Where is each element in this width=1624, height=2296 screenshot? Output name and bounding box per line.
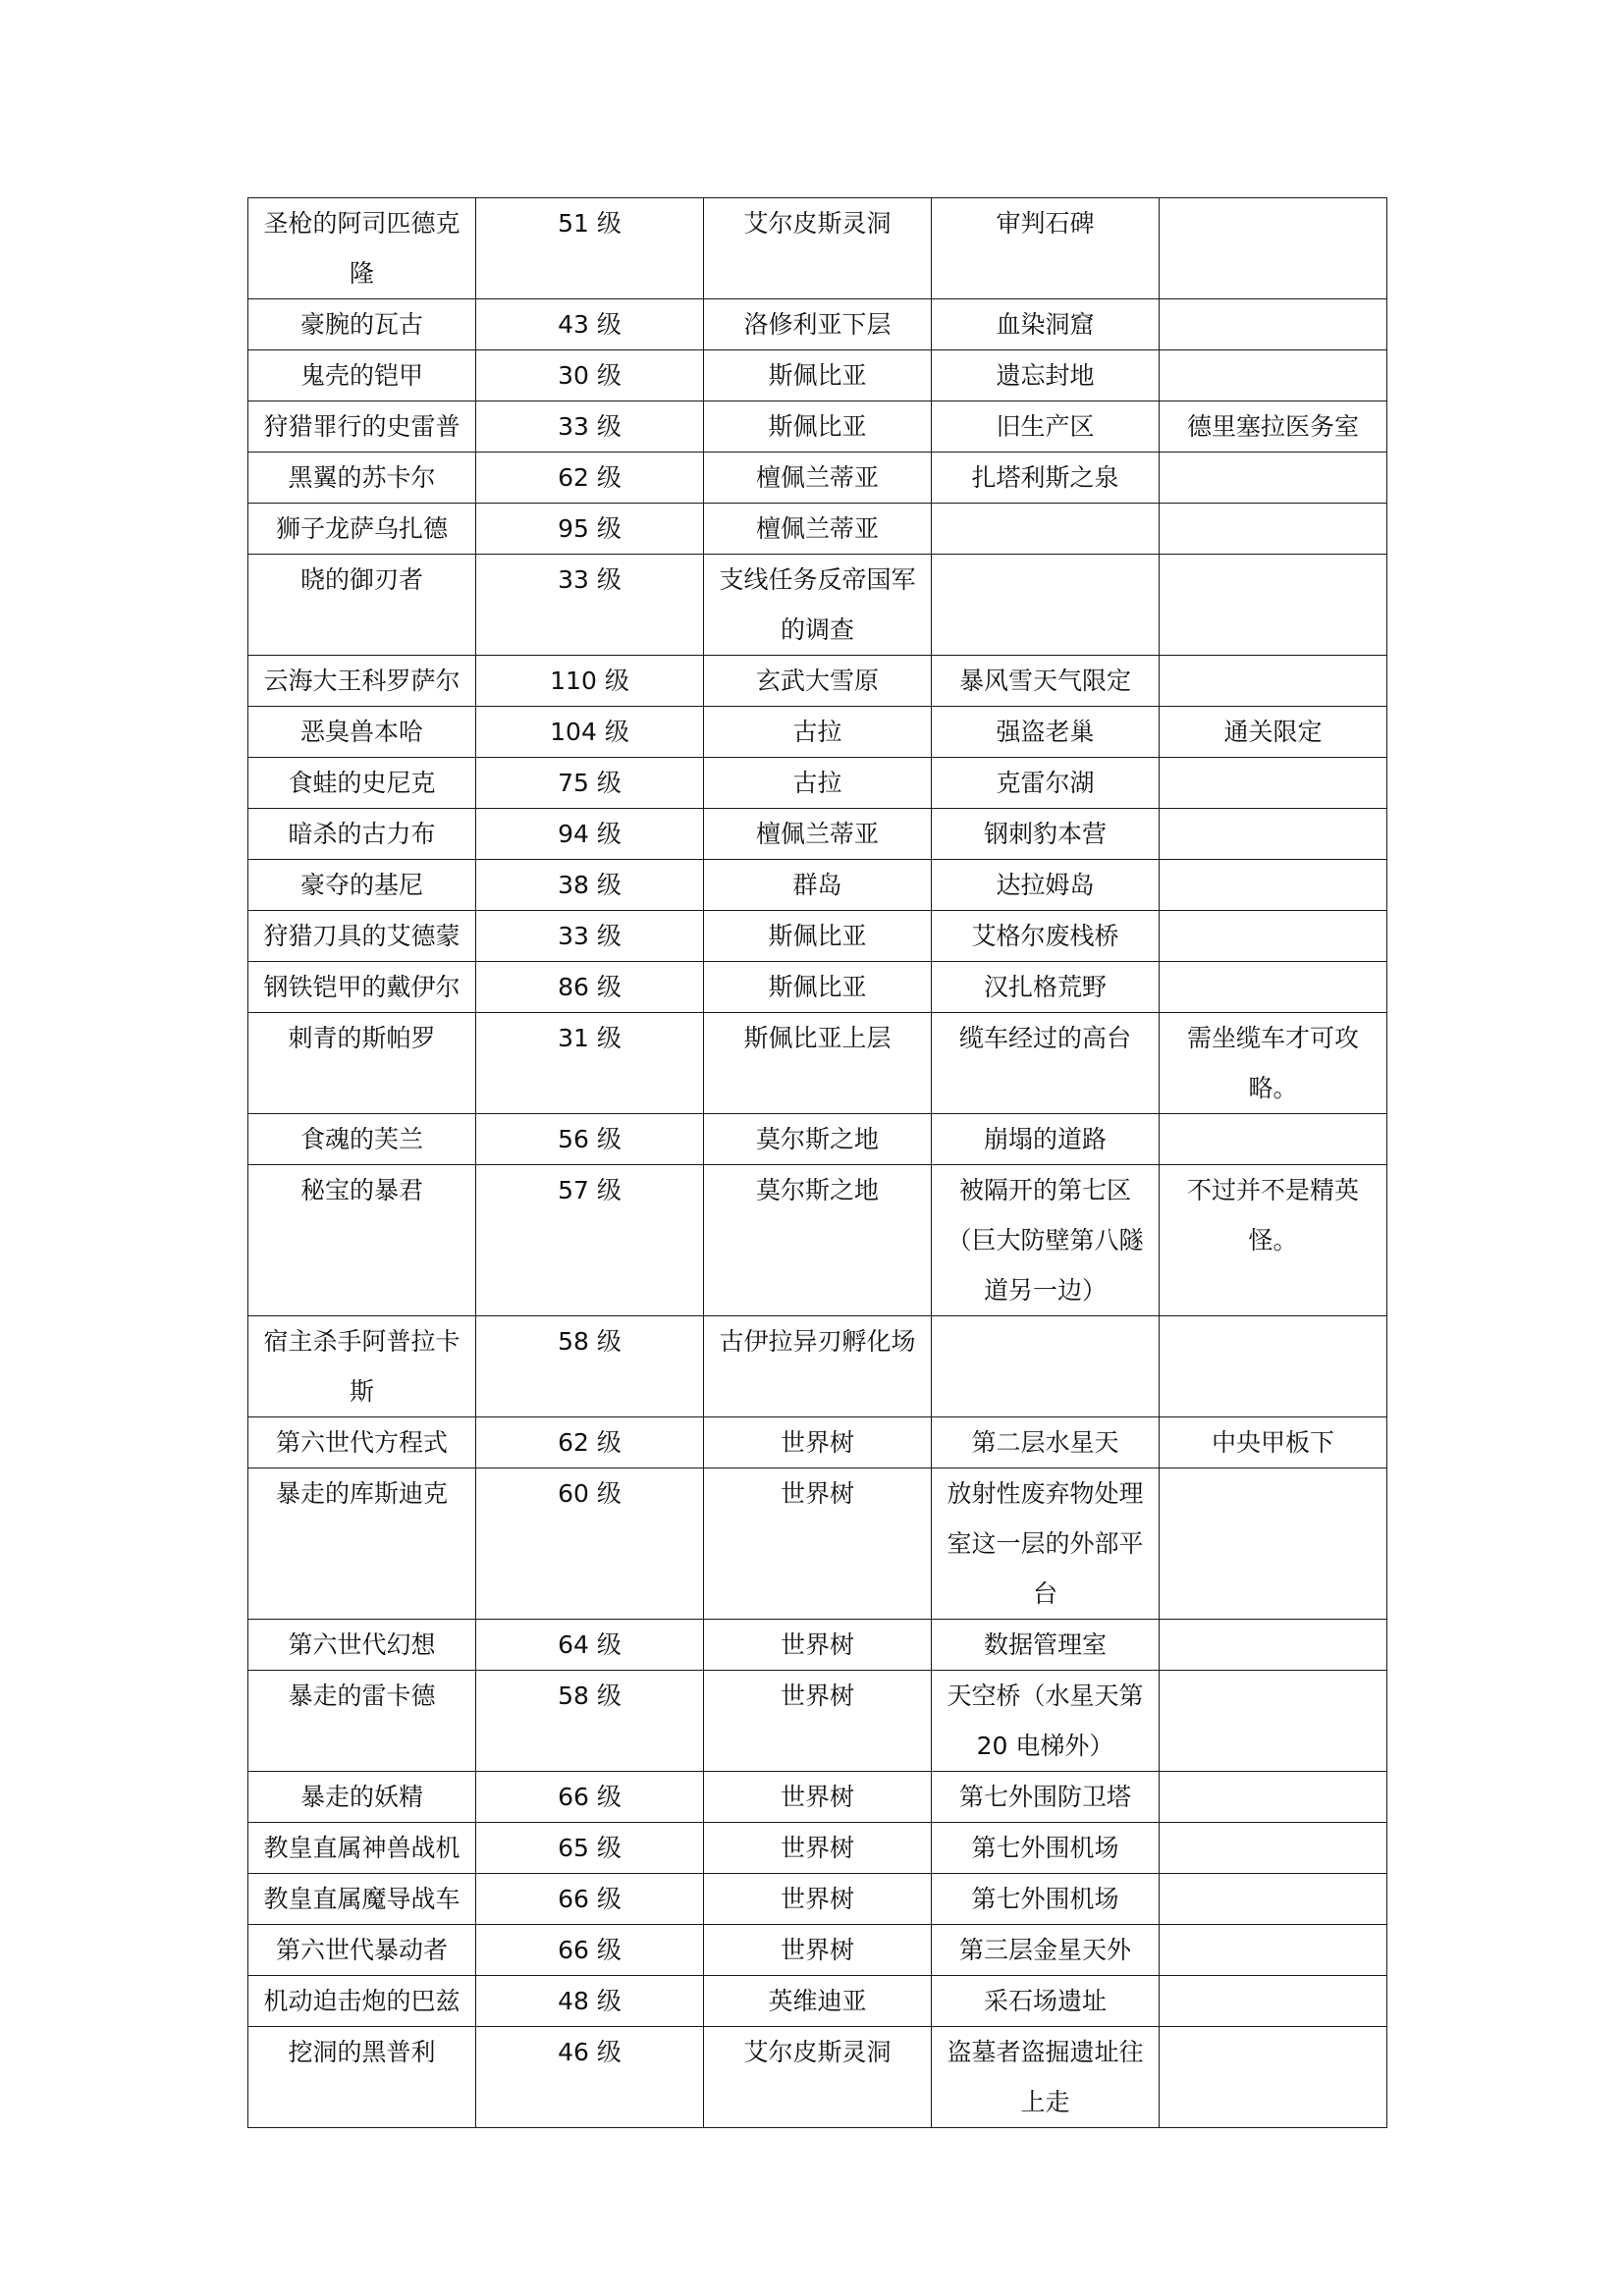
boss-name-cell: 刺青的斯帕罗 <box>248 1013 476 1114</box>
boss-name-cell: 恶臭兽本哈 <box>248 707 476 758</box>
boss-name-cell: 鬼壳的铠甲 <box>248 350 476 401</box>
note-cell <box>1160 1316 1387 1417</box>
boss-name-cell: 第六世代暴动者 <box>248 1925 476 1976</box>
level-cell: 58 级 <box>476 1671 704 1772</box>
note-cell: 中央甲板下 <box>1160 1417 1387 1468</box>
region-cell: 世界树 <box>704 1772 932 1823</box>
location-cell: 达拉姆岛 <box>932 860 1160 911</box>
level-cell: 31 级 <box>476 1013 704 1114</box>
region-cell: 檀佩兰蒂亚 <box>704 453 932 504</box>
table-row <box>248 1976 1387 2027</box>
level-cell: 57 级 <box>476 1165 704 1316</box>
table-row <box>248 350 1387 401</box>
level-cell: 33 级 <box>476 911 704 962</box>
location-cell: 第七外围防卫塔 <box>932 1772 1160 1823</box>
boss-name-cell: 教皇直属神兽战机 <box>248 1823 476 1874</box>
table-row <box>248 1671 1387 1772</box>
level-cell: 86 级 <box>476 962 704 1013</box>
note-cell: 需坐缆车才可攻略。 <box>1160 1013 1387 1114</box>
level-cell: 66 级 <box>476 1925 704 1976</box>
region-cell: 莫尔斯之地 <box>704 1114 932 1165</box>
region-cell: 斯佩比亚 <box>704 350 932 401</box>
note-cell <box>1160 1114 1387 1165</box>
location-cell: 采石场遗址 <box>932 1976 1160 2027</box>
location-cell: 第三层金星天外 <box>932 1925 1160 1976</box>
location-cell: 强盗老巢 <box>932 707 1160 758</box>
boss-name-cell: 黑翼的苏卡尔 <box>248 453 476 504</box>
location-cell: 崩塌的道路 <box>932 1114 1160 1165</box>
table-row <box>248 299 1387 350</box>
note-cell <box>1160 1620 1387 1671</box>
location-cell: 汉扎格荒野 <box>932 962 1160 1013</box>
boss-name-cell: 暴走的库斯迪克 <box>248 1468 476 1620</box>
region-cell: 世界树 <box>704 1823 932 1874</box>
note-cell <box>1160 962 1387 1013</box>
region-cell: 世界树 <box>704 1620 932 1671</box>
location-cell: 扎塔利斯之泉 <box>932 453 1160 504</box>
location-cell: 第七外围机场 <box>932 1874 1160 1925</box>
note-cell <box>1160 453 1387 504</box>
note-cell <box>1160 1976 1387 2027</box>
note-cell: 通关限定 <box>1160 707 1387 758</box>
region-cell: 洛修利亚下层 <box>704 299 932 350</box>
table-row <box>248 401 1387 453</box>
region-cell: 世界树 <box>704 1468 932 1620</box>
note-cell <box>1160 911 1387 962</box>
table-row <box>248 1114 1387 1165</box>
boss-name-cell: 机动迫击炮的巴兹 <box>248 1976 476 2027</box>
region-cell: 世界树 <box>704 1671 932 1772</box>
data-table <box>247 197 1387 2128</box>
level-cell: 33 级 <box>476 401 704 453</box>
location-cell: 缆车经过的高台 <box>932 1013 1160 1114</box>
location-cell <box>932 504 1160 555</box>
boss-name-cell: 暴走的妖精 <box>248 1772 476 1823</box>
region-cell: 斯佩比亚上层 <box>704 1013 932 1114</box>
note-cell <box>1160 1823 1387 1874</box>
table-row <box>248 198 1387 299</box>
table-row <box>248 707 1387 758</box>
table-row <box>248 656 1387 707</box>
level-cell: 104 级 <box>476 707 704 758</box>
level-cell: 51 级 <box>476 198 704 299</box>
table-row <box>248 1165 1387 1316</box>
region-cell: 古拉 <box>704 707 932 758</box>
table-row <box>248 1468 1387 1620</box>
region-cell: 斯佩比亚 <box>704 401 932 453</box>
location-cell: 数据管理室 <box>932 1620 1160 1671</box>
region-cell: 斯佩比亚 <box>704 962 932 1013</box>
boss-name-cell: 豪夺的基尼 <box>248 860 476 911</box>
location-cell: 旧生产区 <box>932 401 1160 453</box>
note-cell <box>1160 350 1387 401</box>
note-cell <box>1160 1925 1387 1976</box>
table-row <box>248 1013 1387 1114</box>
note-cell <box>1160 2027 1387 2128</box>
level-cell: 43 级 <box>476 299 704 350</box>
level-cell: 110 级 <box>476 656 704 707</box>
boss-name-cell: 秘宝的暴君 <box>248 1165 476 1316</box>
note-cell: 德里塞拉医务室 <box>1160 401 1387 453</box>
location-cell: 第二层水星天 <box>932 1417 1160 1468</box>
table-row <box>248 911 1387 962</box>
boss-name-cell: 食蛙的史尼克 <box>248 758 476 809</box>
region-cell: 世界树 <box>704 1925 932 1976</box>
region-cell: 檀佩兰蒂亚 <box>704 504 932 555</box>
region-cell: 群岛 <box>704 860 932 911</box>
location-cell: 遗忘封地 <box>932 350 1160 401</box>
level-cell: 95 级 <box>476 504 704 555</box>
boss-name-cell: 第六世代幻想 <box>248 1620 476 1671</box>
table-row <box>248 453 1387 504</box>
boss-name-cell: 钢铁铠甲的戴伊尔 <box>248 962 476 1013</box>
level-cell: 48 级 <box>476 1976 704 2027</box>
boss-name-cell: 暴走的雷卡德 <box>248 1671 476 1772</box>
note-cell <box>1160 758 1387 809</box>
level-cell: 94 级 <box>476 809 704 860</box>
note-cell <box>1160 504 1387 555</box>
note-cell <box>1160 656 1387 707</box>
note-cell <box>1160 555 1387 656</box>
location-cell: 审判石碑 <box>932 198 1160 299</box>
region-cell: 古伊拉异刃孵化场 <box>704 1316 932 1417</box>
region-cell: 斯佩比亚 <box>704 911 932 962</box>
level-cell: 64 级 <box>476 1620 704 1671</box>
note-cell <box>1160 809 1387 860</box>
location-cell: 钢刺豹本营 <box>932 809 1160 860</box>
level-cell: 33 级 <box>476 555 704 656</box>
table-row <box>248 1772 1387 1823</box>
note-cell <box>1160 299 1387 350</box>
level-cell: 60 级 <box>476 1468 704 1620</box>
boss-name-cell: 挖洞的黑普利 <box>248 2027 476 2128</box>
table-row <box>248 1925 1387 1976</box>
location-cell <box>932 555 1160 656</box>
table-row <box>248 504 1387 555</box>
region-cell: 玄武大雪原 <box>704 656 932 707</box>
table-row <box>248 1620 1387 1671</box>
note-cell <box>1160 1671 1387 1772</box>
boss-name-cell: 暗杀的古力布 <box>248 809 476 860</box>
location-cell: 暴风雪天气限定 <box>932 656 1160 707</box>
note-cell <box>1160 198 1387 299</box>
location-cell: 克雷尔湖 <box>932 758 1160 809</box>
region-cell: 艾尔皮斯灵洞 <box>704 2027 932 2128</box>
boss-name-cell: 狮子龙萨乌扎德 <box>248 504 476 555</box>
boss-name-cell: 宿主杀手阿普拉卡斯 <box>248 1316 476 1417</box>
level-cell: 30 级 <box>476 350 704 401</box>
table-row <box>248 1823 1387 1874</box>
boss-name-cell: 晓的御刃者 <box>248 555 476 656</box>
level-cell: 66 级 <box>476 1874 704 1925</box>
level-cell: 75 级 <box>476 758 704 809</box>
table-row <box>248 809 1387 860</box>
location-cell: 放射性废弃物处理室这一层的外部平台 <box>932 1468 1160 1620</box>
table-row <box>248 1874 1387 1925</box>
table-row <box>248 1417 1387 1468</box>
level-cell: 62 级 <box>476 453 704 504</box>
location-cell: 艾格尔废栈桥 <box>932 911 1160 962</box>
location-cell: 天空桥（水星天第 20 电梯外） <box>932 1671 1160 1772</box>
table-body <box>248 198 1387 2128</box>
region-cell: 世界树 <box>704 1417 932 1468</box>
note-cell <box>1160 860 1387 911</box>
note-cell <box>1160 1468 1387 1620</box>
boss-name-cell: 圣枪的阿司匹德克隆 <box>248 198 476 299</box>
boss-name-cell: 第六世代方程式 <box>248 1417 476 1468</box>
location-cell <box>932 1316 1160 1417</box>
location-cell: 被隔开的第七区（巨大防壁第八隧道另一边） <box>932 1165 1160 1316</box>
level-cell: 62 级 <box>476 1417 704 1468</box>
table-row <box>248 860 1387 911</box>
location-cell: 血染洞窟 <box>932 299 1160 350</box>
boss-name-cell: 狩猎刀具的艾德蒙 <box>248 911 476 962</box>
level-cell: 66 级 <box>476 1772 704 1823</box>
location-cell: 盗墓者盗掘遗址往上走 <box>932 2027 1160 2128</box>
region-cell: 支线任务反帝国军的调查 <box>704 555 932 656</box>
boss-name-cell: 云海大王科罗萨尔 <box>248 656 476 707</box>
boss-name-cell: 狩猎罪行的史雷普 <box>248 401 476 453</box>
location-cell: 第七外围机场 <box>932 1823 1160 1874</box>
region-cell: 古拉 <box>704 758 932 809</box>
level-cell: 38 级 <box>476 860 704 911</box>
region-cell: 艾尔皮斯灵洞 <box>704 198 932 299</box>
table-row <box>248 2027 1387 2128</box>
level-cell: 65 级 <box>476 1823 704 1874</box>
level-cell: 58 级 <box>476 1316 704 1417</box>
note-cell <box>1160 1874 1387 1925</box>
region-cell: 世界树 <box>704 1874 932 1925</box>
region-cell: 檀佩兰蒂亚 <box>704 809 932 860</box>
note-cell <box>1160 1772 1387 1823</box>
level-cell: 56 级 <box>476 1114 704 1165</box>
table-row <box>248 1316 1387 1417</box>
table-row <box>248 555 1387 656</box>
boss-name-cell: 食魂的芙兰 <box>248 1114 476 1165</box>
table-row <box>248 758 1387 809</box>
level-cell: 46 级 <box>476 2027 704 2128</box>
note-cell: 不过并不是精英怪。 <box>1160 1165 1387 1316</box>
table-row <box>248 962 1387 1013</box>
region-cell: 英维迪亚 <box>704 1976 932 2027</box>
boss-name-cell: 教皇直属魔导战车 <box>248 1874 476 1925</box>
boss-name-cell: 豪腕的瓦古 <box>248 299 476 350</box>
region-cell: 莫尔斯之地 <box>704 1165 932 1316</box>
